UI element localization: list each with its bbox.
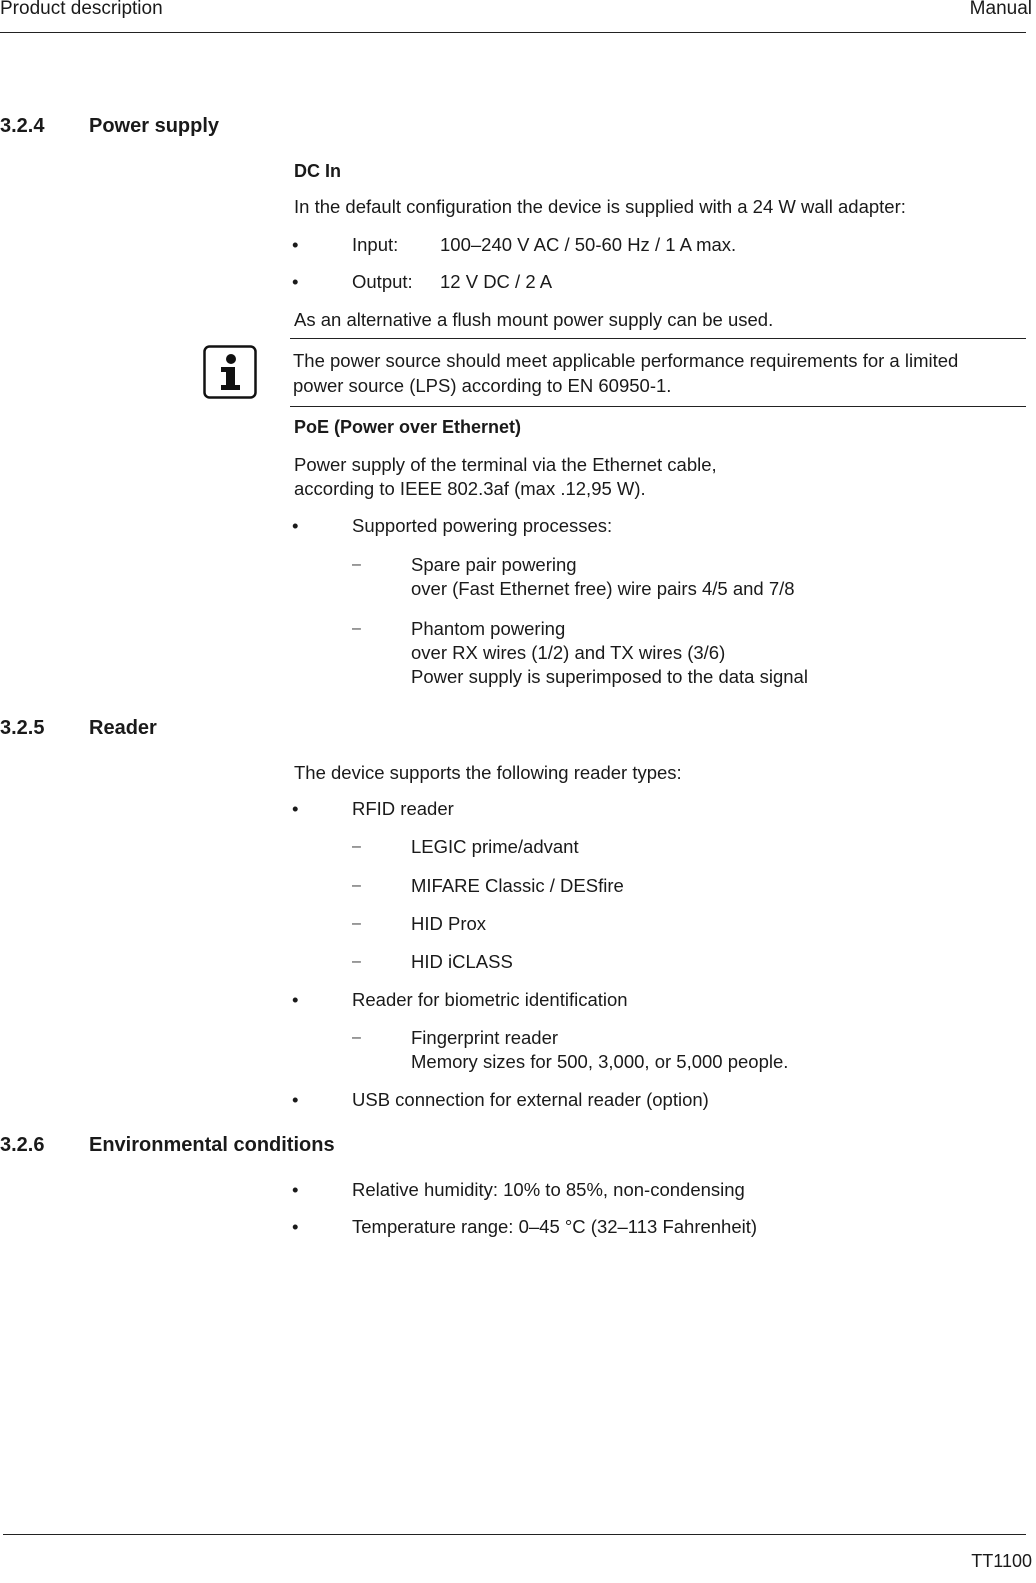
list-item-input xyxy=(352,233,1022,257)
footer-rule xyxy=(3,1534,1026,1535)
input-value: 100–240 V AC / 50-60 Hz / 1 A max. xyxy=(440,234,737,255)
list-item-temperature: Temperature range: 0–45 °C (32–113 Fahrenheit) xyxy=(352,1216,758,1237)
info-icon xyxy=(203,345,257,399)
running-header-left: Product description xyxy=(0,0,163,19)
bullet: • xyxy=(292,234,299,255)
paragraph-dc-in-intro: In the default configuration the device is supplied with a 24 W wall adapter: xyxy=(294,196,906,217)
section-heading-reader xyxy=(0,716,157,740)
dash: – xyxy=(352,556,361,573)
bullet: • xyxy=(292,515,299,536)
list-line: Memory sizes for 500, 3,000, or 5,000 people. xyxy=(411,1051,789,1072)
paragraph-alternative: As an alternative a flush mount power supply can be used. xyxy=(294,309,774,330)
dash: – xyxy=(352,620,361,637)
list-item-rfid-type: HID Prox xyxy=(411,913,487,934)
list-item-biometric: Reader for biometric identification xyxy=(352,989,628,1010)
note-bottom-rule xyxy=(290,406,1026,407)
input-label: Input: xyxy=(352,234,399,255)
output-label: Output: xyxy=(352,271,413,292)
note-top-rule xyxy=(290,338,1026,339)
dash: – xyxy=(352,838,361,855)
paragraph-line: Power supply of the terminal via the Ethernet cable, xyxy=(294,454,717,475)
paragraph-reader-intro: The device supports the following reader types: xyxy=(294,762,682,783)
bullet: • xyxy=(292,1216,299,1237)
section-number: 3.2.4 xyxy=(0,115,45,137)
list-item-humidity: Relative humidity: 10% to 85%, non-condensing xyxy=(352,1179,745,1200)
list-line: Fingerprint reader xyxy=(411,1027,559,1048)
list-line: Spare pair powering xyxy=(411,554,577,575)
list-item-rfid: RFID reader xyxy=(352,798,454,819)
section-number: 3.2.5 xyxy=(0,717,45,739)
section-heading-power-supply xyxy=(0,114,219,138)
note-line: The power source should meet applicable performance requirements for a limited xyxy=(293,350,959,371)
header-rule xyxy=(0,32,1026,33)
list-item-output xyxy=(352,270,1022,294)
list-line: Phantom powering xyxy=(411,618,566,639)
bullet: • xyxy=(292,989,299,1010)
subheading-dc-in: DC In xyxy=(294,161,341,181)
list-item-processes: Supported powering processes: xyxy=(352,515,613,536)
bullet: • xyxy=(292,1089,299,1110)
list-line: Power supply is superimposed to the data signal xyxy=(411,666,808,687)
list-item-spare-pair xyxy=(411,553,1021,601)
list-line: over (Fast Ethernet free) wire pairs 4/5 and 7/8 xyxy=(411,578,795,599)
dash: – xyxy=(352,953,361,970)
section-title: Power supply xyxy=(89,115,220,137)
section-number: 3.2.6 xyxy=(0,1134,45,1156)
section-title: Reader xyxy=(89,717,157,739)
output-value: 12 V DC / 2 A xyxy=(440,271,553,292)
list-item-phantom xyxy=(411,617,1021,689)
bullet: • xyxy=(292,1179,299,1200)
dash: – xyxy=(352,915,361,932)
section-heading-environmental xyxy=(0,1133,335,1157)
running-header-right: Manual xyxy=(969,0,1032,19)
list-line: over RX wires (1/2) and TX wires (3/6) xyxy=(411,642,726,663)
note-line: power source (LPS) according to EN 60950-1. xyxy=(293,375,672,396)
paragraph-poe xyxy=(294,453,1014,501)
dash: – xyxy=(352,1029,361,1046)
bullet: • xyxy=(292,798,299,819)
paragraph-line: according to IEEE 802.3af (max .12,95 W). xyxy=(294,478,646,499)
dash: – xyxy=(352,877,361,894)
list-item-usb: USB connection for external reader (option) xyxy=(352,1089,709,1110)
list-item-rfid-type: MIFARE Classic / DESfire xyxy=(411,875,624,896)
section-title: Environmental conditions xyxy=(89,1134,335,1156)
list-item-rfid-type: HID iCLASS xyxy=(411,951,513,972)
list-item-rfid-type: LEGIC prime/advant xyxy=(411,836,579,857)
footer-doc-id: TT1100 xyxy=(971,1551,1032,1571)
note-text xyxy=(293,348,1018,398)
list-item-fingerprint xyxy=(411,1026,1021,1074)
subheading-poe: PoE (Power over Ethernet) xyxy=(294,417,522,437)
bullet: • xyxy=(292,271,299,292)
